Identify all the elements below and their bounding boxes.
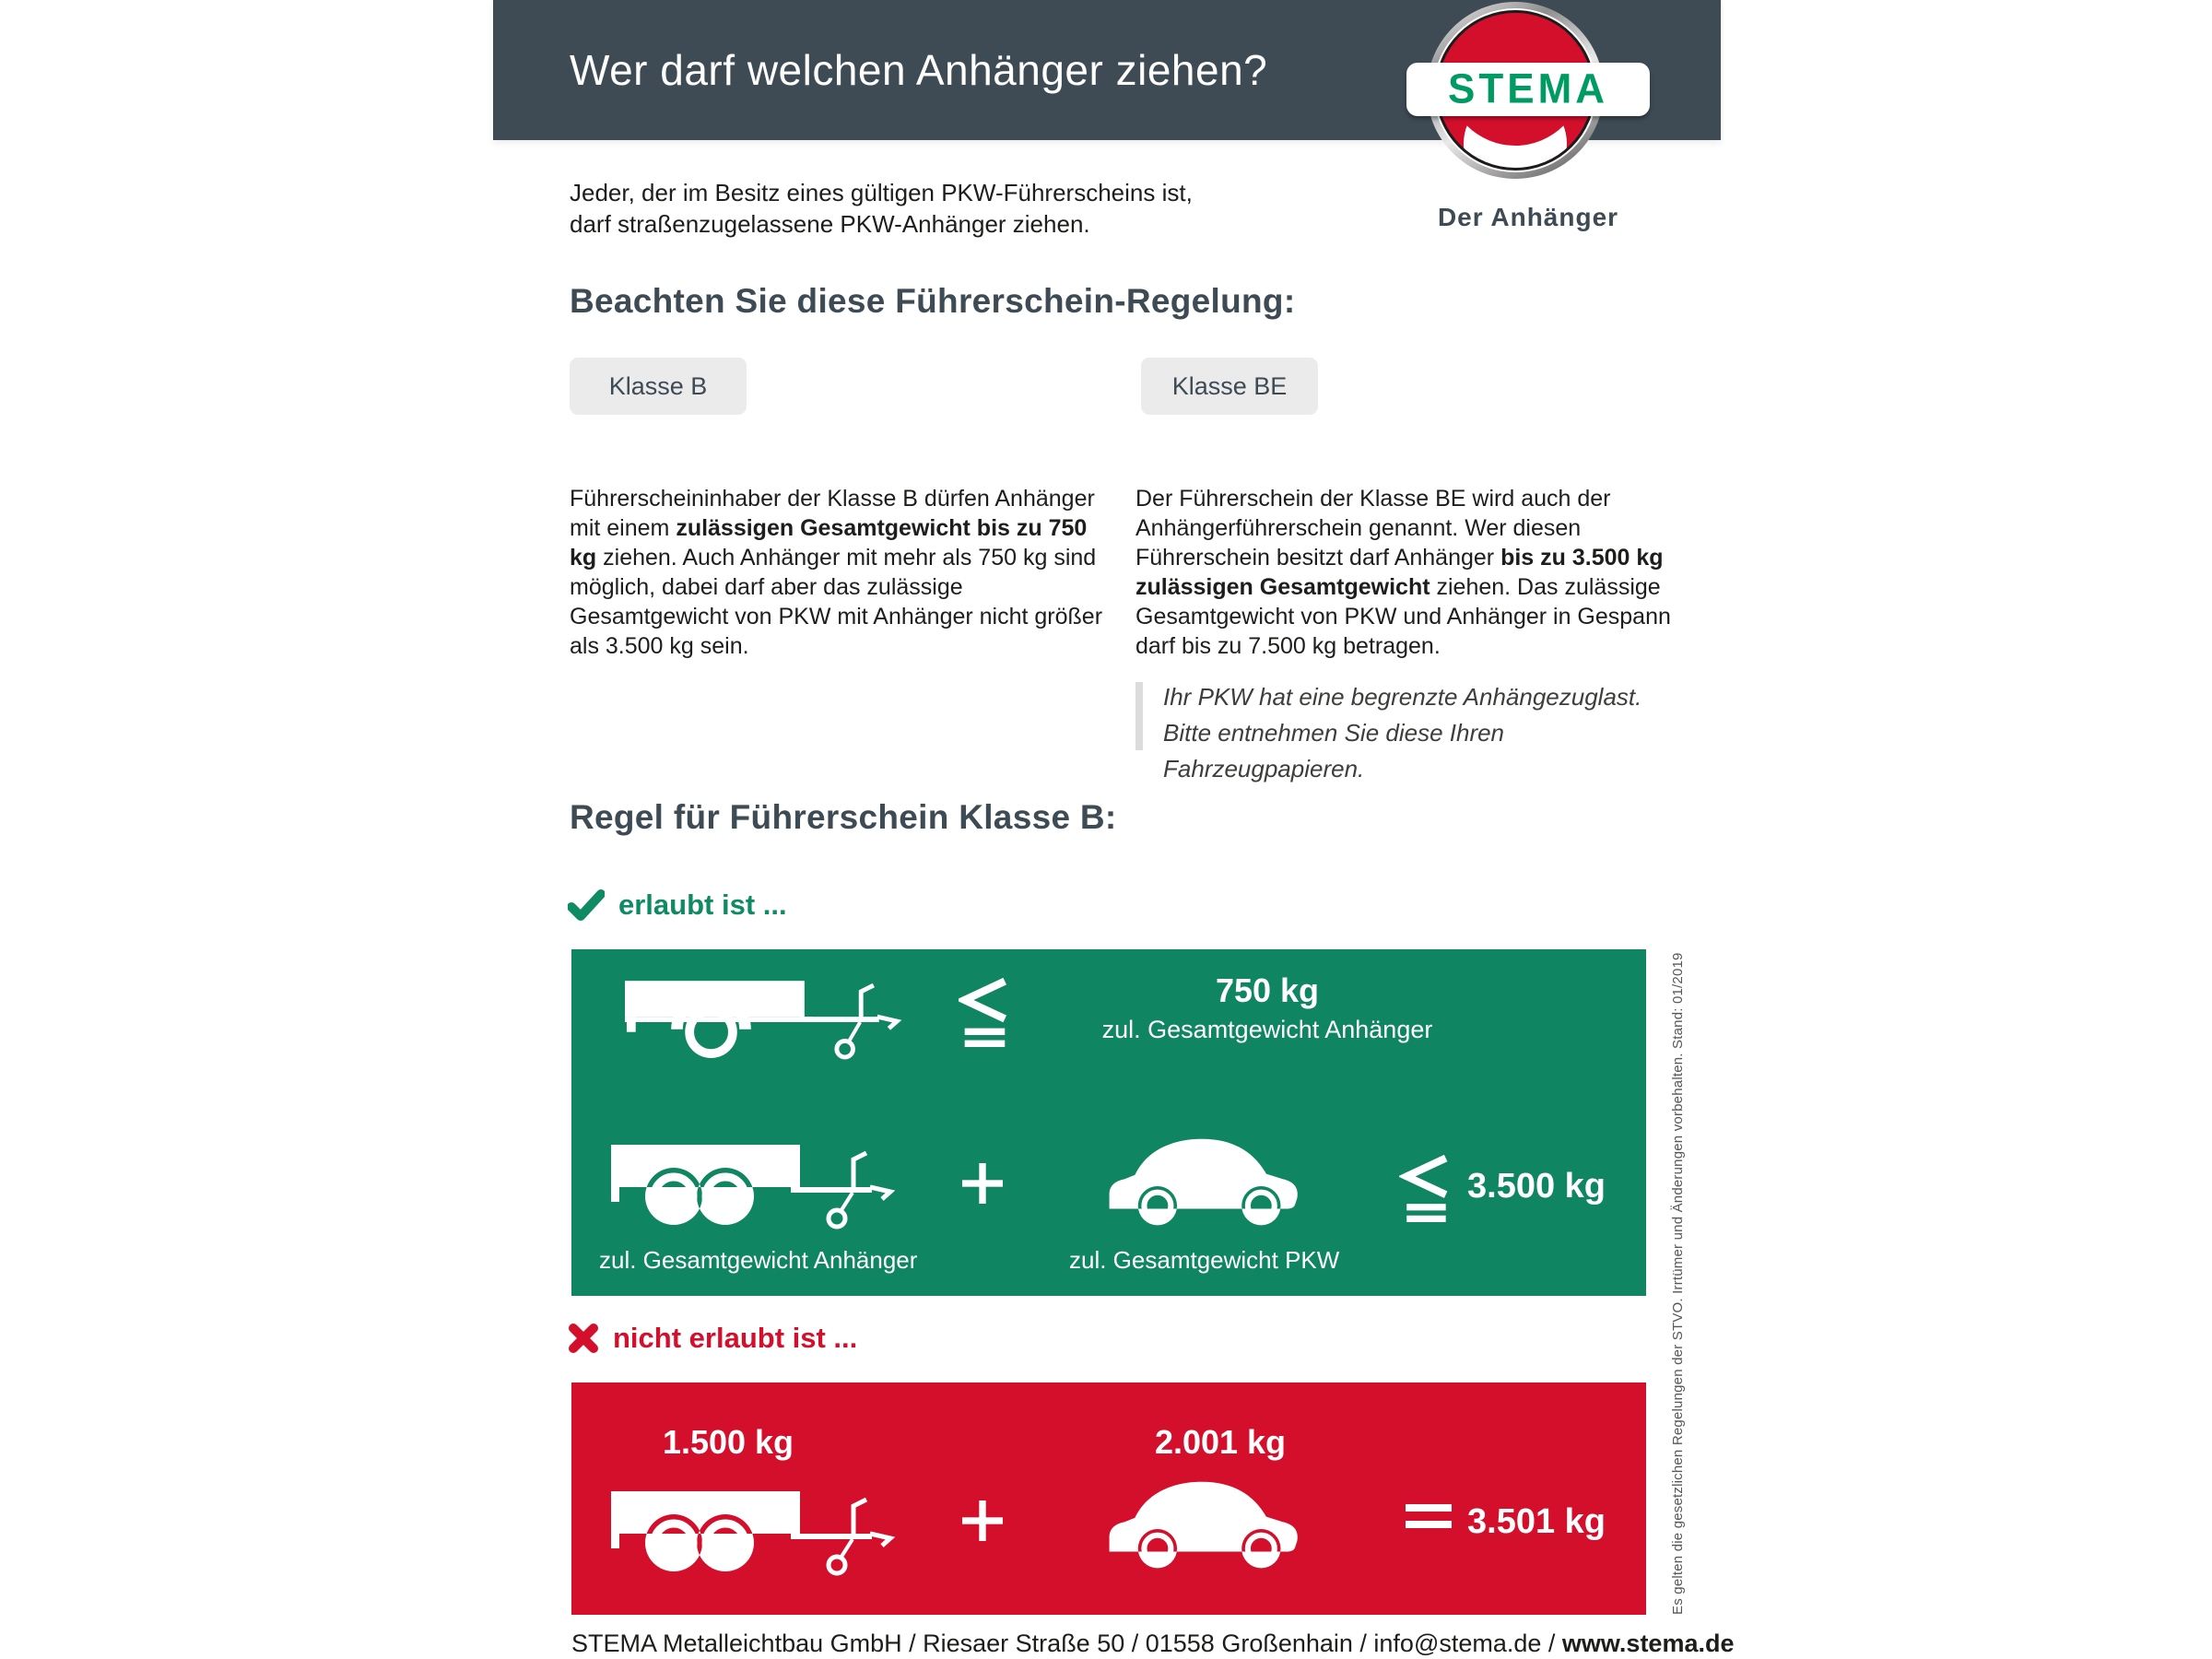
page-title: Wer darf welchen Anhänger ziehen?: [570, 46, 1268, 94]
logo-brand: STEMA: [1448, 65, 1608, 112]
weight-3500: 3.500 kg: [1467, 1167, 1606, 1206]
check-icon: [568, 889, 605, 921]
license-heading: Beachten Sie diese Führerschein-Regelung:: [570, 282, 1296, 320]
class-b-button[interactable]: Klasse B: [570, 358, 747, 415]
less-equal-icon: [1399, 1154, 1453, 1222]
footer-website-link[interactable]: www.stema.de: [1561, 1630, 1735, 1657]
caption-trailer: zul. Gesamtgewicht Anhänger: [599, 1246, 918, 1274]
logo-badge: [1406, 63, 1650, 116]
note-accent-bar: [1135, 682, 1143, 750]
intro-line-2: darf straßenzugelassene PKW-Anhänger ziehen.: [570, 210, 1090, 238]
rules-heading: Regel für Führerschein Klasse B:: [570, 798, 1117, 836]
allowed-row1-weight: [1069, 971, 1465, 1044]
caption-trailer-750: zul. Gesamtgewicht Anhänger: [1101, 1016, 1433, 1043]
equals-icon: [1406, 1504, 1452, 1528]
weight-1500: 1.500 kg: [662, 1423, 794, 1461]
note-line-2: Bitte entnehmen Sie diese Ihren Fahrzeugpapieren.: [1163, 719, 1505, 782]
not-allowed-label: nicht erlaubt ist ...: [568, 1322, 857, 1355]
tandem-trailer-icon: [606, 1491, 901, 1576]
intro-line-1: Jeder, der im Besitz eines gültigen PKW-Führerscheins ist,: [570, 179, 1193, 206]
plus-icon: [962, 1500, 1003, 1541]
footer-company: STEMA Metalleichtbau GmbH / Riesaer Straße 50 / 01558 Großenhain / info@stema.de /: [571, 1630, 1562, 1657]
class-be-button[interactable]: Klasse BE: [1141, 358, 1318, 415]
class-b-paragraph: Führerscheininhaber der Klasse B dürfen Anhänger mit einem zulässigen Gesamtgewicht bis zu 750 kg ziehen. Auch Anhänger mit mehr als 750 kg sind möglich, dabei darf aber das zulässige Gesamtgewicht von PKW mit Anhänger nicht größer als 3.500 kg sein.: [570, 486, 1103, 659]
logo-tagline: Der Anhänger: [1437, 203, 1619, 231]
cross-icon: [568, 1323, 599, 1354]
weight-3501: 3.501 kg: [1467, 1502, 1606, 1541]
tandem-trailer-icon: [606, 1145, 901, 1230]
note-line-1: Ihr PKW hat eine begrenzte Anhängezuglast.: [1163, 683, 1642, 711]
not-allowed-box: [571, 1382, 1646, 1615]
less-equal-icon: [959, 977, 1010, 1047]
trailer-icon: [625, 980, 903, 1065]
allowed-label: erlaubt ist ...: [568, 888, 787, 922]
intro-text: [570, 177, 1193, 240]
weight-750: 750 kg: [1215, 971, 1320, 1009]
legal-note: Es gelten die gesetzlichen Regelungen der STVO. Irrtümer und Änderungen vorbehalten. Stand: 01/2019: [1670, 952, 1686, 1615]
weight-2001: 2.001 kg: [1154, 1423, 1287, 1461]
plus-icon: [962, 1163, 1003, 1204]
car-icon: [1043, 1123, 1364, 1231]
class-be-paragraph: Der Führerschein der Klasse BE wird auch der Anhängerführerschein genannt. Wer diesen Führerschein besitzt darf Anhänger bis zu 3.500 kg zulässigen Gesamtgewicht ziehen. Das zulässige Gesamtgewicht von PKW und Anhänger in Gespann darf bis zu 7.500 kg betragen.: [1135, 486, 1671, 659]
allowed-box: [571, 949, 1646, 1296]
car-icon: [1043, 1465, 1364, 1574]
footer: [571, 1630, 1735, 1658]
caption-car: zul. Gesamtgewicht PKW: [1069, 1246, 1340, 1274]
vehicle-papers-note: [1135, 679, 1670, 787]
